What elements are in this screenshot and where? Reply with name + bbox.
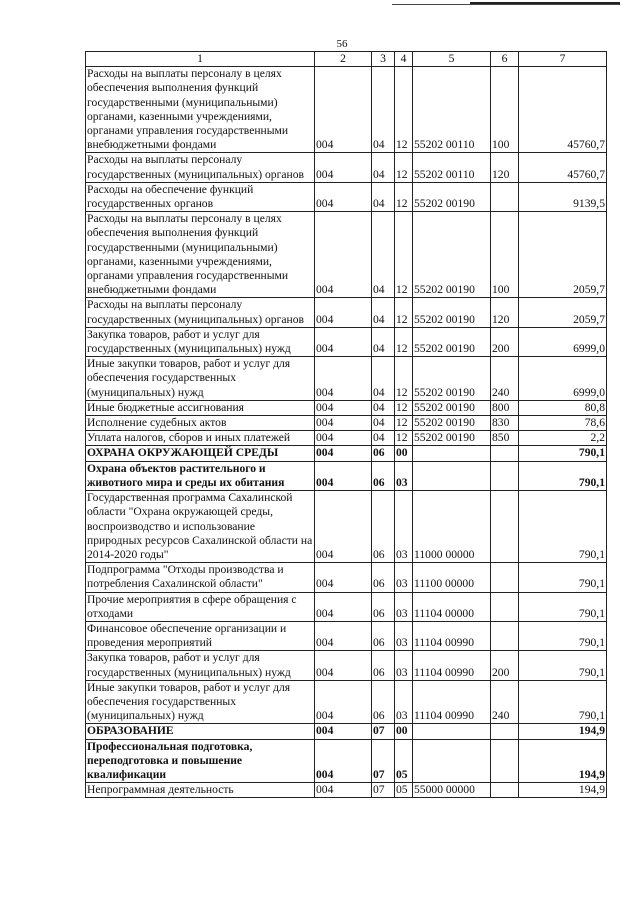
row-amount: 2059,7 — [519, 298, 607, 327]
table-row — [86, 739, 607, 783]
row-subsection-code: 12 — [395, 182, 413, 211]
row-expense-type: 800 — [491, 400, 519, 415]
row-ved-code: 004 — [315, 416, 372, 431]
row-name: Иные бюджетные ассигнования — [86, 400, 315, 415]
row-amount: 6999,0 — [519, 327, 607, 356]
row-expense-type — [491, 182, 519, 211]
row-name: Расходы на выплаты персоналу государственных (муниципальных) органов — [86, 298, 315, 327]
table-row — [86, 724, 607, 739]
row-expense-type: 240 — [491, 680, 519, 724]
row-ved-code: 004 — [315, 400, 372, 415]
row-amount: 790,1 — [519, 446, 607, 461]
row-target-article: 11104 00990 — [413, 651, 491, 680]
table-row — [86, 416, 607, 431]
row-subsection-code: 12 — [395, 357, 413, 401]
row-amount: 45760,7 — [519, 67, 607, 153]
row-target-article — [413, 724, 491, 739]
row-target-article: 55202 00110 — [413, 67, 491, 153]
row-section-code: 04 — [372, 212, 395, 298]
row-expense-type — [491, 446, 519, 461]
row-name: ОБРАЗОВАНИЕ — [86, 724, 315, 739]
row-ved-code: 004 — [315, 153, 372, 182]
row-section-code: 04 — [372, 67, 395, 153]
row-subsection-code: 03 — [395, 491, 413, 563]
row-section-code: 07 — [372, 724, 395, 739]
row-expense-type — [491, 461, 519, 490]
row-amount: 78,6 — [519, 416, 607, 431]
table-row — [86, 182, 607, 211]
row-section-code: 06 — [372, 592, 395, 621]
row-ved-code: 004 — [315, 680, 372, 724]
row-section-code: 06 — [372, 491, 395, 563]
row-section-code: 04 — [372, 416, 395, 431]
row-expense-type — [491, 592, 519, 621]
row-expense-type — [491, 739, 519, 783]
row-section-code: 07 — [372, 739, 395, 783]
row-target-article: 55202 00110 — [413, 153, 491, 182]
row-subsection-code: 12 — [395, 153, 413, 182]
table-row — [86, 491, 607, 563]
budget-table — [85, 51, 607, 798]
row-subsection-code: 12 — [395, 416, 413, 431]
row-ved-code: 004 — [315, 651, 372, 680]
row-subsection-code: 00 — [395, 446, 413, 461]
header-col-6: 6 — [491, 52, 519, 67]
row-expense-type — [491, 563, 519, 592]
row-name: Исполнение судебных актов — [86, 416, 315, 431]
row-name: Профессиональная подготовка, переподготовка и повышение квалификации — [86, 739, 315, 783]
row-target-article — [413, 461, 491, 490]
row-subsection-code: 00 — [395, 724, 413, 739]
row-subsection-code: 12 — [395, 67, 413, 153]
header-col-3: 3 — [372, 52, 395, 67]
row-name: Подпрограмма "Отходы производства и потребления Сахалинской области" — [86, 563, 315, 592]
row-ved-code: 004 — [315, 461, 372, 490]
row-target-article — [413, 739, 491, 783]
row-name: Непрограммная деятельность — [86, 783, 315, 798]
row-ved-code: 004 — [315, 446, 372, 461]
table-row — [86, 153, 607, 182]
table-row — [86, 461, 607, 490]
header-col-2: 2 — [315, 52, 372, 67]
table-row — [86, 431, 607, 446]
row-name: Финансовое обеспечение организации и проведения мероприятий — [86, 621, 315, 650]
row-ved-code: 004 — [315, 563, 372, 592]
row-section-code: 06 — [372, 621, 395, 650]
row-amount: 790,1 — [519, 563, 607, 592]
page-number: 56 — [336, 38, 348, 50]
table-row — [86, 783, 607, 798]
row-subsection-code: 03 — [395, 461, 413, 490]
row-ved-code: 004 — [315, 783, 372, 798]
row-target-article: 11104 00000 — [413, 592, 491, 621]
table-row — [86, 327, 607, 356]
row-subsection-code: 12 — [395, 400, 413, 415]
table-row — [86, 67, 607, 153]
row-section-code: 06 — [372, 651, 395, 680]
row-target-article: 11104 00990 — [413, 621, 491, 650]
row-ved-code: 004 — [315, 298, 372, 327]
row-ved-code: 004 — [315, 621, 372, 650]
row-expense-type: 120 — [491, 153, 519, 182]
row-name: Закупка товаров, работ и услуг для государственных (муниципальных) нужд — [86, 327, 315, 356]
row-subsection-code: 12 — [395, 298, 413, 327]
row-name: Расходы на обеспечение функций государственных органов — [86, 182, 315, 211]
row-section-code: 06 — [372, 680, 395, 724]
row-amount: 194,9 — [519, 724, 607, 739]
row-amount: 9139,5 — [519, 182, 607, 211]
row-target-article: 55202 00190 — [413, 400, 491, 415]
row-amount: 6999,0 — [519, 357, 607, 401]
row-section-code: 04 — [372, 357, 395, 401]
header-col-5: 5 — [413, 52, 491, 67]
row-subsection-code: 12 — [395, 327, 413, 356]
row-name: Иные закупки товаров, работ и услуг для обеспечения государственных (муниципальных) нужд — [86, 357, 315, 401]
header-col-1: 1 — [86, 52, 315, 67]
row-amount: 194,9 — [519, 739, 607, 783]
row-target-article: 55202 00190 — [413, 416, 491, 431]
row-target-article: 55202 00190 — [413, 431, 491, 446]
row-name: Расходы на выплаты персоналу в целях обеспечения выполнения функций государственными (муниципальными) органами, казенными учреждениями, органами управления государственными внебюджетными фондами — [86, 212, 315, 298]
row-ved-code: 004 — [315, 182, 372, 211]
row-amount: 790,1 — [519, 491, 607, 563]
row-subsection-code: 05 — [395, 739, 413, 783]
header-row — [86, 52, 607, 67]
table-row — [86, 357, 607, 401]
row-ved-code: 004 — [315, 431, 372, 446]
row-amount: 790,1 — [519, 651, 607, 680]
table-row — [86, 212, 607, 298]
row-name: Расходы на выплаты персоналу в целях обеспечения выполнения функций государственными (муниципальными) органами, казенными учреждениями, органами управления государственными внебюджетными фондами — [86, 67, 315, 153]
row-amount: 2,2 — [519, 431, 607, 446]
row-expense-type: 850 — [491, 431, 519, 446]
row-target-article: 55202 00190 — [413, 298, 491, 327]
row-amount: 790,1 — [519, 621, 607, 650]
table-row — [86, 680, 607, 724]
row-target-article: 55000 00000 — [413, 783, 491, 798]
table-row — [86, 446, 607, 461]
row-subsection-code: 12 — [395, 212, 413, 298]
table-row — [86, 651, 607, 680]
row-ved-code: 004 — [315, 724, 372, 739]
row-target-article: 55202 00190 — [413, 357, 491, 401]
row-expense-type — [491, 783, 519, 798]
row-ved-code: 004 — [315, 357, 372, 401]
row-target-article: 11000 00000 — [413, 491, 491, 563]
row-expense-type: 200 — [491, 651, 519, 680]
row-target-article: 55202 00190 — [413, 182, 491, 211]
row-section-code: 04 — [372, 400, 395, 415]
row-expense-type: 100 — [491, 67, 519, 153]
row-subsection-code: 12 — [395, 431, 413, 446]
row-expense-type: 100 — [491, 212, 519, 298]
row-expense-type — [491, 724, 519, 739]
header-col-4: 4 — [395, 52, 413, 67]
row-amount: 2059,7 — [519, 212, 607, 298]
row-amount: 790,1 — [519, 592, 607, 621]
table-row — [86, 563, 607, 592]
row-expense-type: 830 — [491, 416, 519, 431]
row-ved-code: 004 — [315, 491, 372, 563]
table-row — [86, 298, 607, 327]
row-section-code: 04 — [372, 298, 395, 327]
top-edge-line — [392, 4, 620, 5]
row-section-code: 04 — [372, 153, 395, 182]
row-name: ОХРАНА ОКРУЖАЮЩЕЙ СРЕДЫ — [86, 446, 315, 461]
row-amount: 790,1 — [519, 461, 607, 490]
row-expense-type — [491, 491, 519, 563]
row-amount: 80,8 — [519, 400, 607, 415]
row-target-article: 55202 00190 — [413, 327, 491, 356]
row-target-article — [413, 446, 491, 461]
row-ved-code: 004 — [315, 739, 372, 783]
row-expense-type: 200 — [491, 327, 519, 356]
table-row — [86, 400, 607, 415]
row-name: Охрана объектов растительного и животного мира и среды их обитания — [86, 461, 315, 490]
row-subsection-code: 03 — [395, 651, 413, 680]
row-section-code: 07 — [372, 783, 395, 798]
row-section-code: 04 — [372, 327, 395, 356]
row-ved-code: 004 — [315, 67, 372, 153]
row-target-article: 11104 00990 — [413, 680, 491, 724]
row-expense-type: 240 — [491, 357, 519, 401]
row-target-article: 55202 00190 — [413, 212, 491, 298]
header-col-7: 7 — [519, 52, 607, 67]
row-section-code: 06 — [372, 446, 395, 461]
row-amount: 45760,7 — [519, 153, 607, 182]
row-section-code: 06 — [372, 563, 395, 592]
table-row — [86, 621, 607, 650]
row-section-code: 04 — [372, 431, 395, 446]
row-name: Прочие мероприятия в сфере обращения с отходами — [86, 592, 315, 621]
row-amount: 194,9 — [519, 783, 607, 798]
row-subsection-code: 03 — [395, 621, 413, 650]
row-section-code: 04 — [372, 182, 395, 211]
row-name: Закупка товаров, работ и услуг для государственных (муниципальных) нужд — [86, 651, 315, 680]
row-subsection-code: 03 — [395, 680, 413, 724]
row-ved-code: 004 — [315, 327, 372, 356]
row-name: Иные закупки товаров, работ и услуг для обеспечения государственных (муниципальных) нужд — [86, 680, 315, 724]
row-amount: 790,1 — [519, 680, 607, 724]
row-ved-code: 004 — [315, 592, 372, 621]
row-subsection-code: 03 — [395, 563, 413, 592]
row-target-article: 11100 00000 — [413, 563, 491, 592]
row-subsection-code: 05 — [395, 783, 413, 798]
row-name: Расходы на выплаты персоналу государственных (муниципальных) органов — [86, 153, 315, 182]
row-section-code: 06 — [372, 461, 395, 490]
table-row — [86, 592, 607, 621]
row-name: Государственная программа Сахалинской области "Охрана окружающей среды, воспроизводство и использование природных ресурсов Сахалинской области на 2014-2020 годы" — [86, 491, 315, 563]
row-name: Уплата налогов, сборов и иных платежей — [86, 431, 315, 446]
row-ved-code: 004 — [315, 212, 372, 298]
row-expense-type: 120 — [491, 298, 519, 327]
row-expense-type — [491, 621, 519, 650]
row-subsection-code: 03 — [395, 592, 413, 621]
